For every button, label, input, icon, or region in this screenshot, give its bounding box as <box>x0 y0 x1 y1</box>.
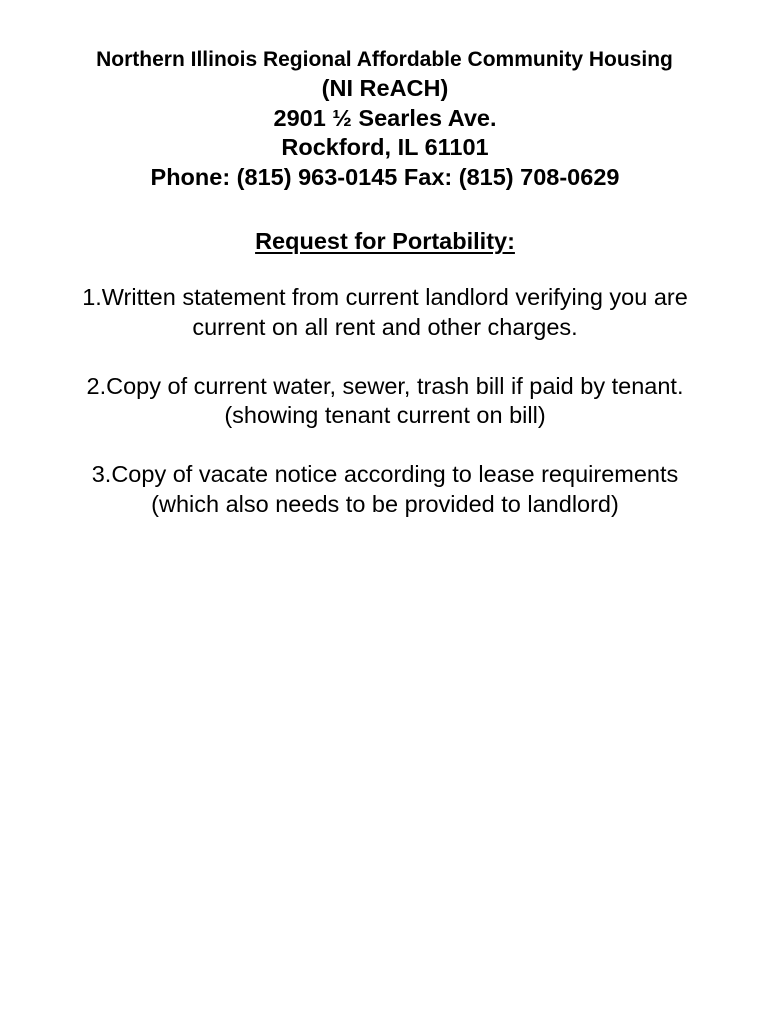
requirement-line <box>0 460 770 490</box>
city-state-zip: Rockford, IL 61101 <box>281 134 489 160</box>
requirement-line <box>0 372 770 402</box>
requirement-continuation: (which also needs to be provided to landlord) <box>151 490 619 517</box>
street-address: 2901 ½ Searles Ave. <box>273 104 497 131</box>
requirement-number: 2. <box>86 372 107 399</box>
requirement-number: 1. <box>82 284 102 310</box>
requirement-number: 3. <box>91 461 112 487</box>
requirement-text: Copy of current water, sewer, trash bill if paid by tenant. <box>106 372 684 399</box>
organization-name: Northern Illinois Regional Affordable Community Housing <box>96 48 673 71</box>
requirement-text: Copy of vacate notice according to lease requirements <box>111 461 679 487</box>
requirement-item <box>0 460 770 519</box>
requirement-item <box>0 283 770 342</box>
requirement-line <box>0 283 770 313</box>
document-title <box>0 226 770 256</box>
requirement-continuation: (showing tenant current on bill) <box>224 402 546 428</box>
document-title-text: Request for Portability: <box>255 228 515 254</box>
requirement-item <box>0 372 770 431</box>
phone-fax-line: Phone: (815) 963-0145 Fax: (815) 708-0629 <box>150 163 620 190</box>
organization-acronym: (NI ReACH) <box>321 75 449 101</box>
requirement-text: Written statement from current landlord verifying you are <box>101 284 688 310</box>
letterhead <box>0 46 770 192</box>
requirement-continuation: current on all rent and other charges. <box>192 313 578 340</box>
requirements-list <box>0 283 770 549</box>
